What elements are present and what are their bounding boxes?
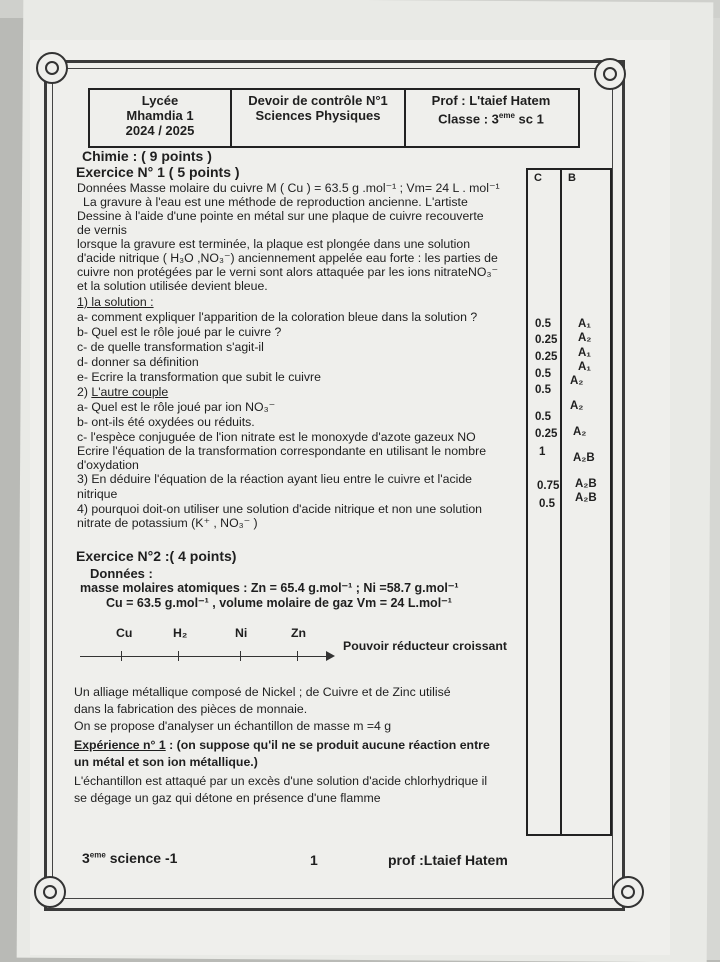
corner-ornament-icon <box>612 876 644 908</box>
score-b: A₂B <box>575 492 597 504</box>
teacher-name: Prof : L'taief Hatem <box>431 93 551 108</box>
corner-ornament-icon <box>34 876 66 908</box>
teacher-cell <box>406 90 576 146</box>
axis-arrow-icon <box>326 651 335 661</box>
axis-tick <box>240 651 241 661</box>
reducing-power-axis <box>80 656 330 657</box>
exam-header-table <box>88 88 580 148</box>
exam-title: Devoir de contrôle N°1 <box>248 93 388 108</box>
score-c: 0.25 <box>535 351 558 363</box>
footer-class: 3eme science -1 <box>82 850 178 866</box>
ex1-question: Ecrire l'équation de la transformation correspondante en utilisant le nombre <box>77 444 487 458</box>
section-title-chemistry: Chimie : ( 9 points ) <box>82 148 212 164</box>
ex1-question: d'oxydation <box>77 458 139 472</box>
column-divider <box>560 170 562 834</box>
ex2-data-heading: Données : <box>90 566 153 581</box>
school-cell <box>90 90 232 146</box>
score-b: A₁ <box>578 347 592 359</box>
ex2-molar-volume: Cu = 63.5 g.mol⁻¹ , volume molaire de gaz Vm = 24 L.mol⁻¹ <box>106 596 452 610</box>
score-b: A₂ <box>570 375 584 387</box>
ex2-text-line: L'échantillon est attaqué par un excès d'une solution d'acide chlorhydrique il <box>74 774 488 788</box>
ex2-experiment-line: Expérience n° 1 : (on suppose qu'il ne se produit aucune réaction entre <box>74 738 490 752</box>
ex1-question: a- Quel est le rôle joué par ion NO₃⁻ <box>77 400 276 414</box>
axis-tick <box>178 651 179 661</box>
axis-title: Pouvoir réducteur croissant <box>343 639 508 653</box>
ex2-text-line: Un alliage métallique composé de Nickel ; de Cuivre et de Zinc utilisé <box>74 685 451 699</box>
score-b: A₂B <box>575 478 597 490</box>
column-c-header: C <box>534 172 542 184</box>
score-c: 0.5 <box>535 368 551 380</box>
score-b: A₂ <box>570 400 584 412</box>
exam-cell <box>232 90 406 146</box>
exercise-1-title: Exercice N° 1 ( 5 points ) <box>76 164 240 180</box>
axis-label-h2: H₂ <box>173 626 188 640</box>
score-c: 1 <box>539 446 546 458</box>
ex1-text-line: de vernis <box>77 223 127 237</box>
column-b-header: B <box>568 172 576 184</box>
ex1-text-line: La gravure à l'eau est une méthode de reproduction ancienne. L'artiste <box>83 195 468 209</box>
ex1-subsection-couple: 2) L'autre couple <box>77 385 169 399</box>
axis-label-cu: Cu <box>116 626 133 640</box>
ex1-question: nitrique <box>77 487 118 501</box>
corner-ornament-icon <box>594 58 626 90</box>
ex1-text-line: et la solution utilisée devient bleue. <box>77 279 268 293</box>
ex1-question: b- ont-ils été oxydées ou réduits. <box>77 415 255 429</box>
ex1-question: e- Ecrire la transformation que subit le cuivre <box>77 370 321 384</box>
footer-teacher: prof :Ltaief Hatem <box>388 852 508 868</box>
exam-subject: Sciences Physiques <box>255 108 381 123</box>
corner-ornament-icon <box>36 52 68 84</box>
school-year: 2024 / 2025 <box>125 123 195 138</box>
ex1-question: 3) En déduire l'équation de la réaction ayant lieu entre le cuivre et l'acide <box>77 472 473 486</box>
axis-label-ni: Ni <box>235 626 248 640</box>
score-c: 0.5 <box>535 318 551 330</box>
class-name: Classe : 3eme sc 1 <box>438 111 544 127</box>
ex1-question: b- Quel est le rôle joué par le cuivre ? <box>77 325 282 339</box>
score-c: 0.5 <box>535 411 551 423</box>
score-b: A₁ <box>578 361 592 373</box>
score-c: 0.5 <box>535 384 551 396</box>
ex1-question: a- comment expliquer l'apparition de la coloration bleue dans la solution ? <box>77 310 478 324</box>
axis-label-zn: Zn <box>291 626 307 640</box>
ex2-text-line: se dégage un gaz qui détone en présence d'une flamme <box>74 791 381 805</box>
score-b: A₂ <box>578 332 592 344</box>
score-b: A₂B <box>573 452 595 464</box>
page-number: 1 <box>310 852 318 868</box>
ex1-question: nitrate de potassium (K⁺ , NO₃⁻ ) <box>77 516 258 530</box>
score-c: 0.5 <box>539 498 555 510</box>
ex2-molar-masses: masse molaires atomiques : Zn = 65.4 g.mol⁻¹ ; Ni =58.7 g.mol⁻¹ <box>80 581 459 595</box>
ex1-text-line: Données Masse molaire du cuivre M ( Cu ) = 63.5 g .mol⁻¹ ; Vm= 24 L . mol⁻¹ <box>77 181 500 195</box>
exercise-2-title: Exercice N°2 :( 4 points) <box>76 548 237 564</box>
ex1-text-line: Dessine à l'aide d'une pointe en métal sur une plaque de cuivre recouverte <box>77 209 484 223</box>
axis-tick <box>121 651 122 661</box>
score-b: A₁ <box>578 318 592 330</box>
axis-tick <box>297 651 298 661</box>
ex1-question: c- l'espèce conjuguée de l'ion nitrate est le monoxyde d'azote gazeux NO <box>77 430 476 444</box>
school-city: Mhamdia 1 <box>126 108 194 123</box>
ex1-text-line: lorsque la gravure est terminée, la plaque est plongée dans une solution <box>77 237 471 251</box>
ex1-question: c- de quelle transformation s'agit-il <box>77 340 264 354</box>
ex2-text-line: On se propose d'analyser un échantillon de masse m =4 g <box>74 719 392 733</box>
score-b: A₂ <box>573 426 587 438</box>
ex1-text-line: d'acide nitrique ( H₃O ,NO₃⁻) anciennement appelée eau forte : les parties de <box>77 251 498 265</box>
ex1-subsection-solution: 1) la solution : <box>77 295 154 309</box>
ex2-experiment-note: un métal et son ion métallique.) <box>74 755 258 769</box>
ex1-question: d- donner sa définition <box>77 355 199 369</box>
score-c: 0.75 <box>537 480 560 492</box>
school-name: Lycée <box>141 93 179 108</box>
score-c: 0.25 <box>535 428 558 440</box>
score-c: 0.25 <box>535 334 558 346</box>
ex1-question: 4) pourquoi doit-on utiliser une solution d'acide nitrique et non une solution <box>77 502 482 516</box>
ex1-text-line: cuivre non protégées par le verni sont alors attaquée par les ions nitrateNO₃⁻ <box>77 265 498 279</box>
ex2-text-line: dans la fabrication des pièces de monnaie. <box>74 702 308 716</box>
